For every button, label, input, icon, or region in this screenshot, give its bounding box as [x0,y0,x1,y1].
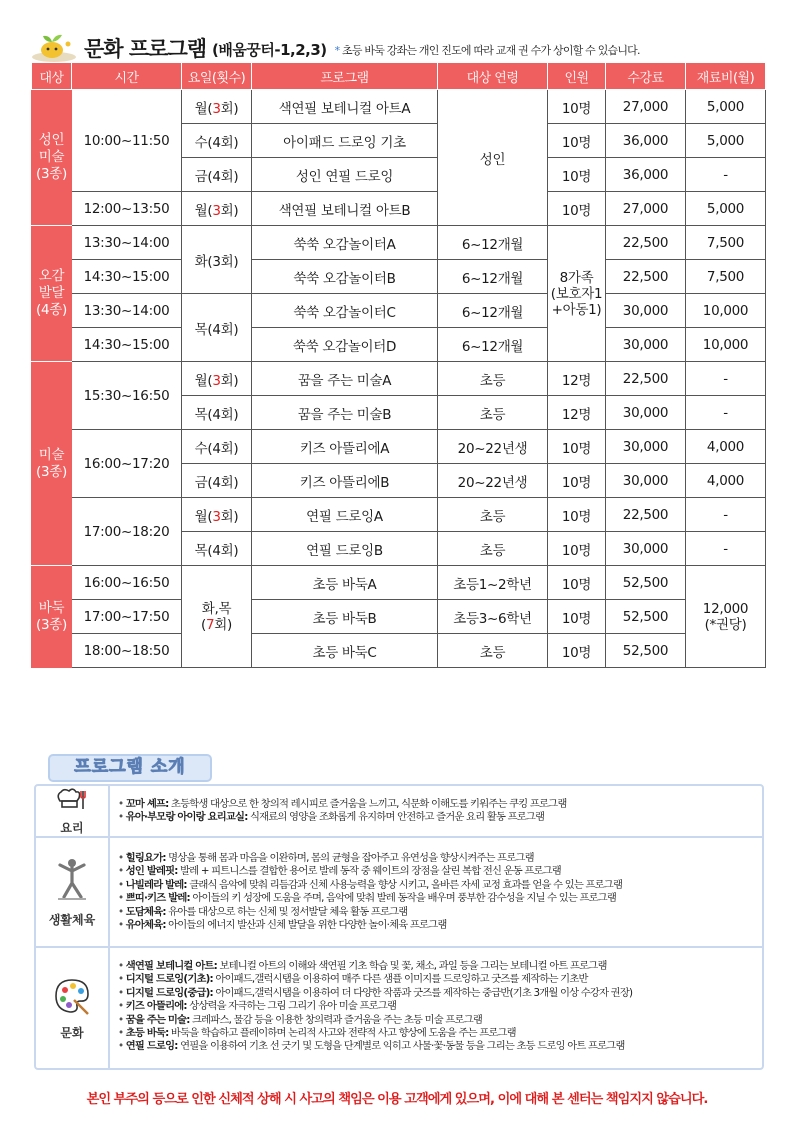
col-header-material: 재료비(월) [686,63,766,90]
note-star: * [334,44,340,57]
chef-hat-icon [55,787,89,815]
intro-section-label: 요리 [60,820,84,835]
fee-cell: 22,500 [606,226,686,260]
list-item: • 나빌레라 발레: 클래식 음악에 맞춰 리듬감과 신체 사용능력을 향상 시키고, 올바른 자세 교정 효과를 얻을 수 있는 프로그램 [118,878,623,891]
people-cell: 10명 [548,600,606,634]
material-cell: 4,000 [686,430,766,464]
age-cell: 초등 [438,362,548,396]
list-item: • 꼬마 셰프: 초등학생 대상으로 한 창의적 레시피로 즐거움을 느끼고, 식문화 이해도를 키워주는 쿠킹 프로그램 [118,798,567,810]
age-cell: 6~12개월 [438,226,548,260]
fee-cell: 30,000 [606,396,686,430]
program-cell: 색연필 보테니컬 아트B [252,192,438,226]
paint-palette-icon [52,976,92,1020]
people-cell: 10명 [548,90,606,124]
program-cell: 초등 바둑C [252,634,438,668]
program-cell: 색연필 보테니컬 아트A [252,90,438,124]
title-row [30,28,770,62]
material-cell: - [686,498,766,532]
people-cell: 10명 [548,532,606,566]
fee-cell: 30,000 [606,328,686,362]
time-cell: 10:00~11:50 [72,90,182,192]
fee-cell: 22,500 [606,498,686,532]
material-cell: 7,500 [686,260,766,294]
day-cell: 월(3회) [182,362,252,396]
table-row [32,566,766,600]
day-cell: 월(3회) [182,192,252,226]
list-item: • 디지털 드로잉(기초): 아이패드,갤럭시탭을 이용하여 매주 다른 샘플 이미지를 드로잉하고 굿즈를 제작하는 기초반 [118,973,588,986]
fee-cell: 52,500 [606,634,686,668]
age-cell: 6~12개월 [438,294,548,328]
intro-section-body [110,786,762,836]
liability-notice: 본인 부주의 등으로 인한 신체적 상해 시 사고의 책임은 이용 고객에게 있으며, 이에 대해 본 센터는 책임지지 않습니다. [86,1092,708,1107]
day-cell: 수(4회) [182,124,252,158]
age-cell: 초등 [438,498,548,532]
intro-section-icon-cell [36,948,110,1068]
people-cell: 10명 [548,634,606,668]
age-cell: 초등 [438,634,548,668]
col-header-day: 요일(횟수) [182,63,252,90]
people-cell: 10명 [548,566,606,600]
program-intro-label: 프로그램 소개 [48,754,212,782]
age-cell: 초등 [438,396,548,430]
day-cell: 수(4회) [182,430,252,464]
category-art: 미술 (3종) [32,362,72,566]
fee-cell: 30,000 [606,464,686,498]
table-row [32,362,766,396]
day-cell: 금(4회) [182,464,252,498]
material-cell: 7,500 [686,226,766,260]
intro-section-culture [36,948,762,1068]
people-cell: 10명 [548,124,606,158]
day-cell: 월(3회) [182,498,252,532]
table-header-row [32,63,766,90]
col-header-target: 대상 [32,63,72,90]
list-item: • 꿈을 주는 미술: 크레파스, 물감 등을 이용한 창의력과 즐거움을 주는 초등 미술 프로그램 [118,1013,482,1026]
day-cell: 월(3회) [182,90,252,124]
category-adult-art: 성인 미술 (3종) [32,90,72,226]
time-cell: 14:30~15:00 [72,260,182,294]
table-row [32,90,766,124]
list-item: • 도담체육: 유아를 대상으로 하는 신체 및 정서발달 체육 활동 프로그램 [118,905,408,918]
time-cell: 15:30~16:50 [72,362,182,430]
time-cell: 13:30~14:00 [72,226,182,260]
page-subtitle: (배움꿍터-1,2,3) [212,41,327,59]
time-cell: 13:30~14:00 [72,294,182,328]
age-cell: 초등1~2학년 [438,566,548,600]
table-row [32,260,766,294]
day-cell: 화,목 (7회) [182,566,252,668]
table-row [32,600,766,634]
age-cell: 6~12개월 [438,328,548,362]
material-cell: - [686,158,766,192]
intro-section-cooking [36,786,762,838]
program-cell: 성인 연필 드로잉 [252,158,438,192]
fee-cell: 22,500 [606,362,686,396]
material-cell: - [686,532,766,566]
list-item: • 쁘띠·키즈 발레: 아이들의 키 성장에 도움을 주며, 음악에 맞춰 발레 동작을 배우며 풍부한 감수성을 지닐 수 있는 프로그램 [118,892,617,905]
intro-section-icon-cell [36,838,110,946]
program-cell: 꿈을 주는 미술B [252,396,438,430]
day-cell: 금(4회) [182,158,252,192]
program-cell: 연필 드로잉B [252,532,438,566]
program-cell: 키즈 아뜰리에A [252,430,438,464]
age-cell: 초등3~6학년 [438,600,548,634]
intro-section-icon-cell [36,786,110,836]
sprout-logo-icon [30,32,78,62]
list-item: • 유아·부모랑 아이랑 요리교실: 식재료의 영양을 조화롭게 유지하며 안전하고 즐거운 요리 활동 프로그램 [118,811,545,824]
people-cell: 10명 [548,192,606,226]
day-cell: 목(4회) [182,396,252,430]
material-cell: 10,000 [686,328,766,362]
time-cell: 17:00~18:20 [72,498,182,566]
material-cell: 5,000 [686,90,766,124]
note-text: 초등 바둑 강좌는 개인 진도에 따라 교재 권 수가 상이할 수 있습니다. [342,44,640,57]
col-header-time: 시간 [72,63,182,90]
program-cell: 초등 바둑A [252,566,438,600]
table-row [32,498,766,532]
program-cell: 쑥쑥 오감놀이터C [252,294,438,328]
material-cell: - [686,362,766,396]
program-cell: 키즈 아뜰리에B [252,464,438,498]
table-row [32,294,766,328]
list-item: • 초등 바둑: 바둑을 학습하고 플레이하며 논리적 사고와 전략적 사고 향상에 도움을 주는 프로그램 [118,1027,516,1040]
fee-cell: 36,000 [606,124,686,158]
material-cell: 4,000 [686,464,766,498]
intro-section-body [110,948,762,1068]
col-header-age: 대상 연령 [438,63,548,90]
day-cell: 목(4회) [182,294,252,362]
category-sensory: 오감 발달 (4종) [32,226,72,362]
page-title: 문화 프로그램 [84,37,207,61]
time-cell: 14:30~15:00 [72,328,182,362]
age-cell: 20~22년생 [438,430,548,464]
intro-section-label: 생활체육 [48,912,96,927]
time-cell: 16:00~16:50 [72,566,182,600]
list-item: • 키즈 아뜰리에: 상상력을 자극하는 그림 그리기 유아 미술 프로그램 [118,1000,397,1013]
program-intro-box [34,784,764,1070]
fee-cell: 36,000 [606,158,686,192]
material-cell: 5,000 [686,124,766,158]
list-item: • 색연필 보테니컬 아트: 보테니컬 아트의 이해와 색연필 기초 학습 및 꽃, 채소, 과일 등을 그리는 보테니컬 아트 프로그램 [118,960,607,972]
time-cell: 17:00~17:50 [72,600,182,634]
yoga-pose-icon [55,857,89,907]
list-item: • 연필 드로잉: 연필을 이용하여 기초 선 긋기 및 도형을 단계별로 익히고 사물·꽃·동물 등을 그리는 초등 드로잉 아트 프로그램 [118,1040,625,1053]
table-row [32,226,766,260]
program-cell: 연필 드로잉A [252,498,438,532]
list-item: • 유아체육: 아이들의 에너지 발산과 신체 발달을 위한 다양한 놀이·체육 프로그램 [118,919,447,932]
day-cell: 화(3회) [182,226,252,294]
fee-cell: 30,000 [606,430,686,464]
material-cell: 5,000 [686,192,766,226]
program-cell: 아이패드 드로잉 기초 [252,124,438,158]
fee-cell: 22,500 [606,260,686,294]
table-row [32,328,766,362]
people-cell: 12명 [548,396,606,430]
program-cell: 쑥쑥 오감놀이터B [252,260,438,294]
intro-section-sports [36,838,762,948]
material-cell: 12,000 (*권당) [686,566,766,668]
fee-cell: 27,000 [606,90,686,124]
material-cell: - [686,396,766,430]
col-header-fee: 수강료 [606,63,686,90]
program-cell: 꿈을 주는 미술A [252,362,438,396]
fee-cell: 27,000 [606,192,686,226]
people-cell: 10명 [548,158,606,192]
col-header-program: 프로그램 [252,63,438,90]
fee-cell: 52,500 [606,600,686,634]
material-cell: 10,000 [686,294,766,328]
time-cell: 12:00~13:50 [72,192,182,226]
table-row [32,430,766,464]
age-cell: 20~22년생 [438,464,548,498]
list-item: • 디지털 드로잉(중급): 아이패드,갤럭시탭을 이용하여 더 다양한 작품과 굿즈를 제작하는 중급반(기초 3개월 이상 수강자 권장) [118,986,633,999]
table-row [32,634,766,668]
time-cell: 18:00~18:50 [72,634,182,668]
fee-cell: 30,000 [606,532,686,566]
people-cell: 10명 [548,498,606,532]
day-cell: 목(4회) [182,532,252,566]
time-cell: 16:00~17:20 [72,430,182,498]
intro-section-body [110,838,762,946]
schedule-table [31,62,766,668]
list-item: • 성인 발레핏: 발레 + 피트니스를 결합한 용어로 발레 동작 중 웨이트의 장점을 살린 복합 전신 운동 프로그램 [118,865,561,878]
list-item: • 힐링요가: 명상을 통해 몸과 마음을 이완하며, 몸의 균형을 잡아주고 유연성을 향상시켜주는 프로그램 [118,852,534,864]
category-baduk: 바둑 (3종) [32,566,72,668]
people-cell: 10명 [548,430,606,464]
program-cell: 초등 바둑B [252,600,438,634]
intro-section-label: 문화 [60,1025,84,1040]
fee-cell: 30,000 [606,294,686,328]
people-cell: 10명 [548,464,606,498]
fee-cell: 52,500 [606,566,686,600]
program-cell: 쑥쑥 오감놀이터A [252,226,438,260]
age-cell: 6~12개월 [438,260,548,294]
baduk-note [335,40,640,62]
program-cell: 쑥쑥 오감놀이터D [252,328,438,362]
age-cell: 초등 [438,532,548,566]
age-cell: 성인 [438,90,548,226]
col-header-people: 인원 [548,63,606,90]
people-cell: 12명 [548,362,606,396]
people-cell: 8가족 (보호자1 +아동1) [548,226,606,362]
table-row [32,192,766,226]
